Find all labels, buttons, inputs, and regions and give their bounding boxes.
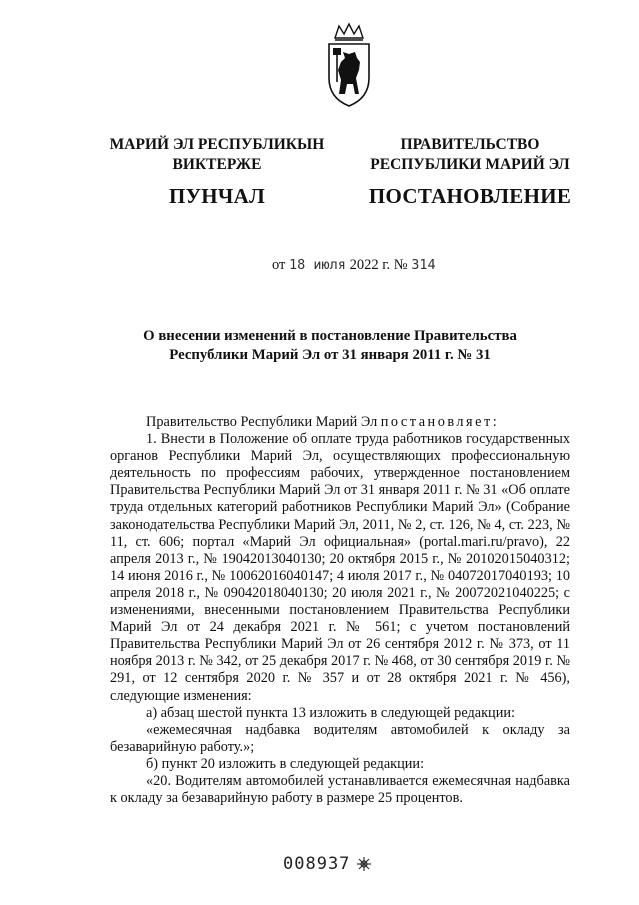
coat-of-arms-bear-icon: [325, 22, 373, 108]
decree-prefix: Правительство Республики Марий Эл: [146, 414, 378, 430]
title-line2: Республики Марий Эл от 31 января 2011 г. № 31: [169, 347, 491, 363]
date-day-month: 18 июля: [289, 257, 346, 273]
date-year-part: 2022 г. №: [349, 257, 408, 273]
header-right-line1: ПРАВИТЕЛЬСТВО: [400, 136, 540, 153]
decree-intro: [110, 414, 570, 431]
serial-number: 008937: [283, 854, 351, 874]
header-russian: [358, 135, 582, 206]
header-right-doc-type: ПОСТАНОВЛЕНИЕ: [368, 184, 572, 208]
paragraph-b: б) пункт 20 изложить в следующей редакции:: [146, 755, 425, 772]
header-right-line2: РЕСПУБЛИКИ МАРИЙ ЭЛ: [370, 156, 570, 173]
paragraph-a: а) абзац шестой пункта 13 изложить в следующей редакции:: [146, 704, 515, 721]
title-line1: О внесении изменений в постановление Правительства: [143, 328, 517, 344]
header-left-line2: ВИКТЕРЖЕ: [172, 156, 262, 173]
header-marij: [98, 135, 336, 206]
decree-body: [110, 414, 570, 807]
decree-date-line: [272, 257, 436, 274]
asterisk-ornament-icon: [356, 856, 372, 872]
decree-number: 314: [411, 257, 436, 273]
paragraph-a-quote: «ежемесячная надбавка водителям автомобилей к окладу за безаварийную работу.»;: [110, 721, 570, 755]
paragraph-b-quote: «20. Водителям автомобилей устанавливается ежемесячная надбавка к окладу за безаварийную работу в размере 25 процентов.: [110, 772, 570, 807]
decree-title: [110, 327, 550, 365]
decree-verb: постановляет:: [380, 414, 500, 430]
paragraph-1: 1. Внести в Положение об оплате труда работников государственных органов Республики Марий Эл, осуществляющих профессиональную деятельность по профессиям рабочих, утвержденное постановлением Правительства Республики Марий Эл от 31 января 2011 г. № 31 «Об оплате труда отдельных категорий работников Республики Марий Эл» (Собрание законодательства Республики Марий Эл, 2011, № 2, ст. 126, № 4, ст. 223, № 11, ст. 606; портал «Марий Эл официальная» (portal.mari.ru/pravo), 22 апреля 2013 г., № 19042013040130; 20 октября 2015 г., № 20102015040312; 14 июня 2016 г., № 10062016040147; 4 июля 2017 г., № 04072017040193; 10 апреля 2018 г., № 09042018040130; 20 июля 2021 г., № 20072021040225; с изменениями, внесенными постановлением Правительства Республики Марий Эл от 24 декабря 2021 г. № 561; с учетом постановлений Правительства Республики Марий Эл от 26 сентября 2012 г. № 373, от 11 ноября 2013 г. № 342, от 25 декабря 2017 г. № 468, от 30 сентября 2019 г. № 291, от 12 сентября 2020 г. № 357 и от 28 октября 2021 г. № 456), следующие изменения:: [110, 431, 570, 704]
header-left-line1: МАРИЙ ЭЛ РЕСПУБЛИКЫН: [109, 136, 325, 153]
header-left-doc-type: ПУНЧАЛ: [168, 184, 266, 208]
date-prefix: от: [272, 257, 286, 273]
